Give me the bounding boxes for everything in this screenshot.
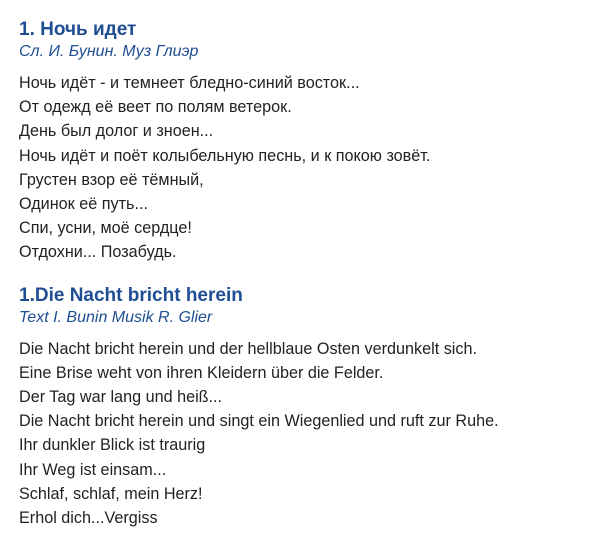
- lyric-line: Der Tag war lang und heiß...: [19, 388, 223, 407]
- lyric-line: Schlaf, schlaf, mein Herz!: [19, 484, 203, 503]
- lyric-line: Ihr dunkler Blick ist traurig: [19, 436, 206, 455]
- lyric-line: Спи, усни, моё сердце!: [19, 219, 192, 238]
- lyrics-verse: [19, 71, 589, 265]
- song-title: 1.Die Nacht bricht herein: [19, 284, 243, 306]
- lyric-line: Отдохни... Позабудь.: [19, 243, 177, 262]
- lyric-line: Грустен взор её тёмный,: [19, 170, 204, 189]
- lyric-line: День был долог и зноен...: [19, 122, 214, 141]
- song-credits: Text I. Bunin Musik R. Glier: [19, 308, 213, 326]
- lyric-line: Одинок её путь...: [19, 195, 148, 214]
- lyric-line: Eine Brise weht von ihren Kleidern über die Felder.: [19, 363, 384, 382]
- lyric-line: Die Nacht bricht herein und der hellblaue Osten verdunkelt sich.: [19, 339, 478, 358]
- song-credits: Сл. И. Бунин. Муз Глиэр: [19, 43, 199, 60]
- lyric-line: Ночь идёт и поёт колыбельную песнь, и к покою зовёт.: [19, 146, 431, 165]
- song-title: 1. Ночь идет: [19, 19, 137, 40]
- lyrics-verse: [19, 337, 589, 531]
- lyrics-page: [19, 18, 589, 530]
- lyric-line: От одежд её веет по полям ветерок.: [19, 98, 292, 117]
- lyric-line: Erhol dich...Vergiss: [19, 509, 158, 528]
- lyric-line: Ihr Weg ist einsam...: [19, 460, 167, 479]
- lyric-line: Die Nacht bricht herein und singt ein Wiegenlied und ruft zur Ruhe.: [19, 412, 499, 431]
- german-lyrics-section: [19, 284, 589, 531]
- russian-lyrics-section: [19, 18, 589, 265]
- lyric-line: Ночь идёт - и темнеет бледно-синий восток...: [19, 74, 360, 92]
